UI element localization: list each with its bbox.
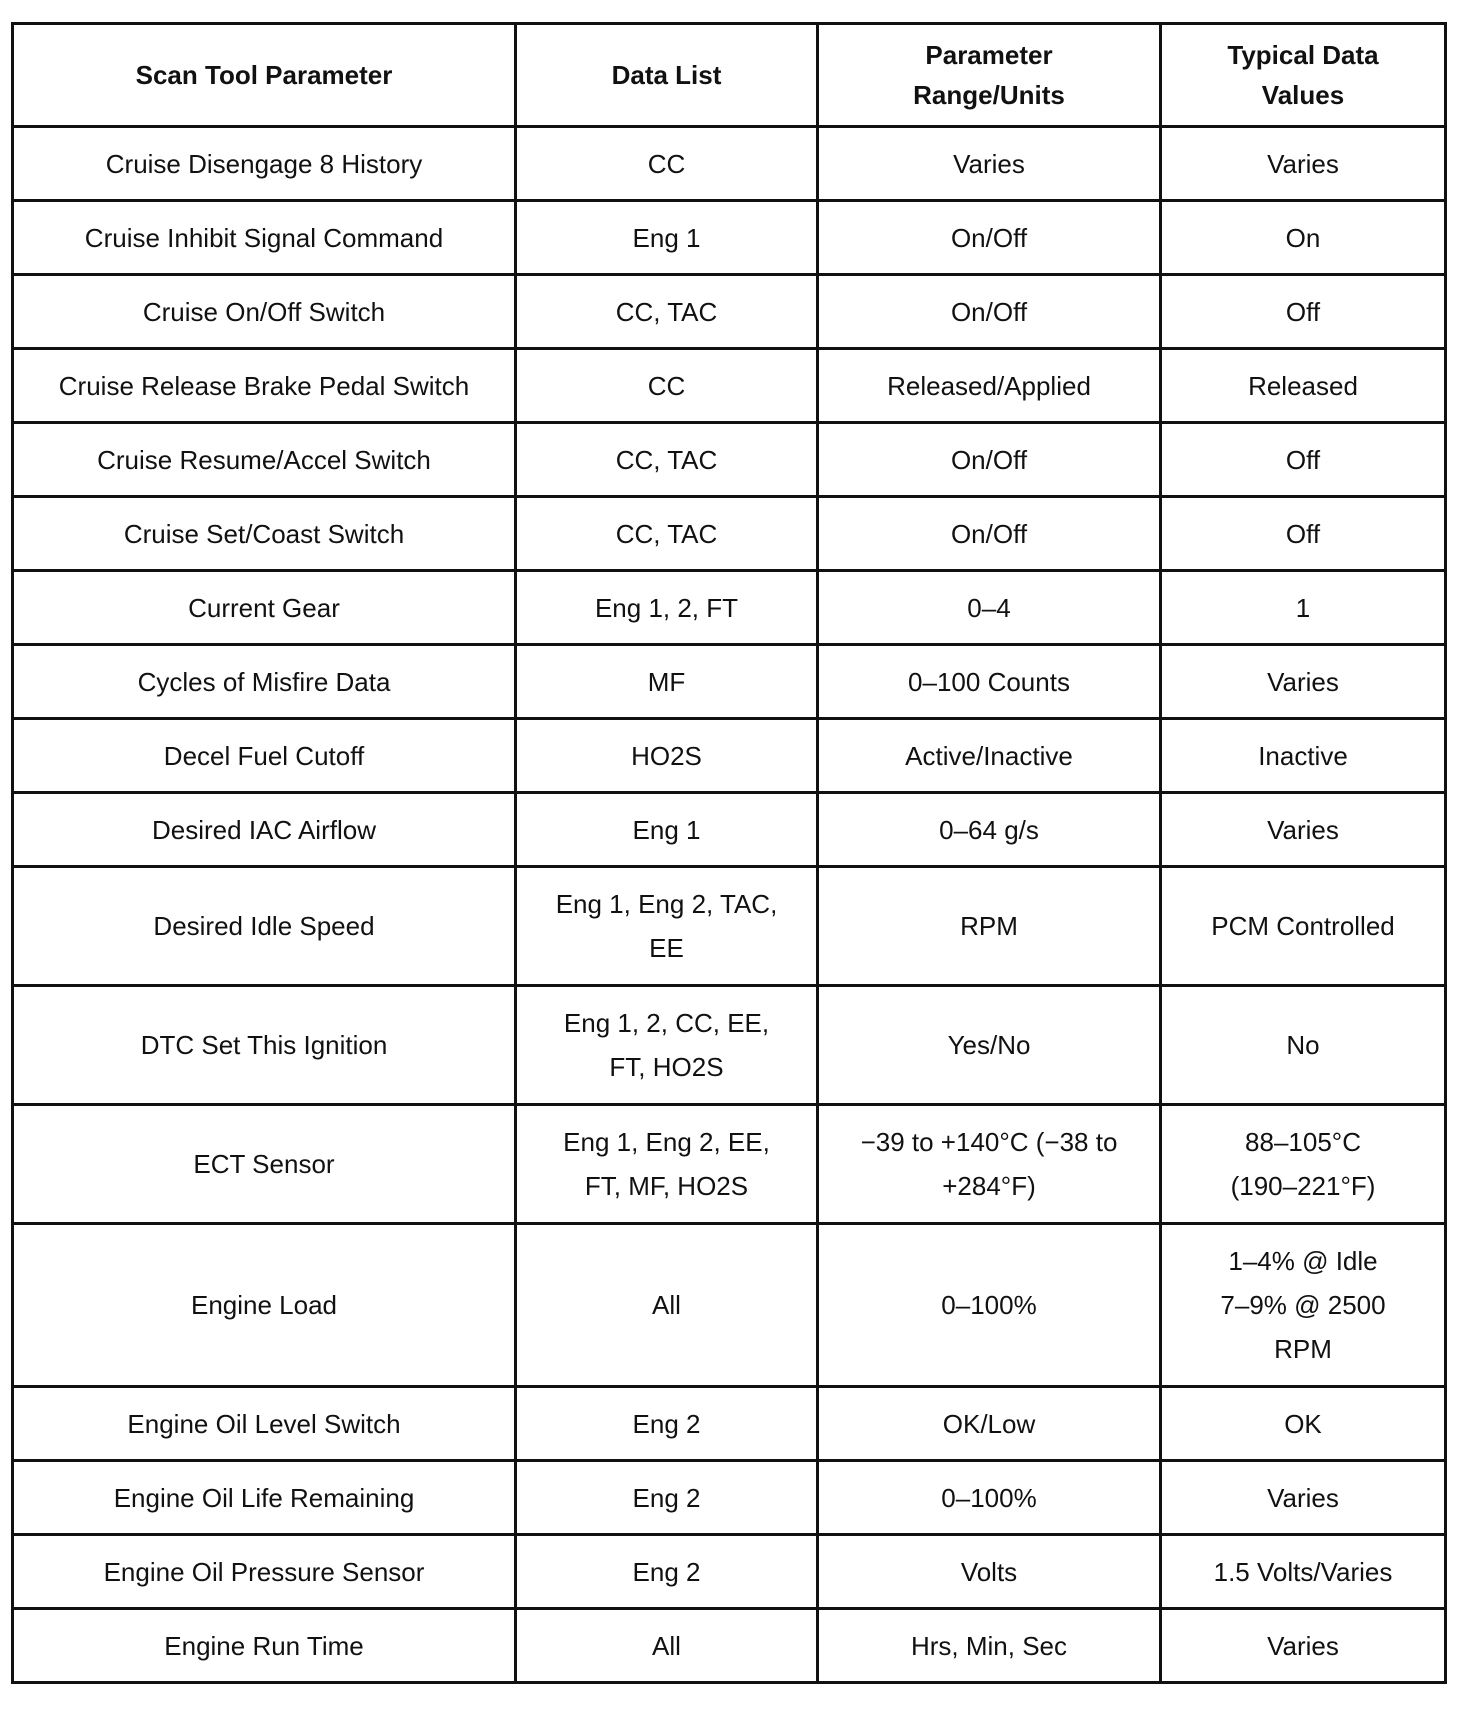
cell-data-list <box>516 571 818 645</box>
cell-text: 1–4% @ Idle <box>1228 1246 1378 1276</box>
cell-text: Off <box>1285 518 1321 549</box>
cell-typical-data-values <box>1161 275 1446 349</box>
cell-text: Engine Load <box>190 1290 338 1320</box>
table-row <box>13 1535 1446 1609</box>
cell-scan-tool-parameter <box>13 497 516 571</box>
cell-text: Yes/No <box>947 1030 1031 1060</box>
cell-scan-tool-parameter <box>13 719 516 793</box>
table-row <box>13 571 1446 645</box>
cell-text: Eng 1, Eng 2, TAC, <box>555 889 778 919</box>
cell-typical-data-values <box>1161 571 1446 645</box>
cell-text: 1 <box>1295 592 1311 623</box>
cell-parameter-range-units <box>818 127 1161 201</box>
cell-parameter-range-units <box>818 497 1161 571</box>
cell-text: Eng 2 <box>632 1556 701 1587</box>
table-row <box>13 127 1446 201</box>
cell-text: RPM <box>1274 1334 1332 1364</box>
cell-scan-tool-parameter <box>13 793 516 867</box>
cell-text: Cruise Disengage 8 History <box>105 148 423 179</box>
cell-text: Off <box>1285 444 1321 475</box>
cell-scan-tool-parameter <box>13 1461 516 1535</box>
column-header-parameter-range-units <box>818 24 1161 127</box>
cell-text: CC, TAC <box>615 296 718 327</box>
cell-parameter-range-units <box>818 275 1161 349</box>
cell-typical-data-values <box>1161 867 1446 986</box>
cell-text: Cruise Inhibit Signal Command <box>84 222 444 253</box>
cell-data-list <box>516 867 818 986</box>
cell-parameter-range-units <box>818 1105 1161 1224</box>
cell-text: Decel Fuel Cutoff <box>163 740 365 771</box>
cell-text: DTC Set This Ignition <box>140 1030 388 1060</box>
cell-text: On/Off <box>950 518 1028 549</box>
cell-text: Desired IAC Airflow <box>152 814 376 845</box>
cell-text: Released <box>1248 370 1358 401</box>
cell-text: On/Off <box>950 444 1028 475</box>
cell-text: Varies <box>1267 666 1339 697</box>
scan-tool-data-table <box>11 22 1447 1684</box>
cell-text: Varies <box>1267 1630 1339 1661</box>
cell-text: CC, TAC <box>615 444 718 475</box>
cell-text: RPM <box>960 911 1018 941</box>
cell-text: 0–100% <box>941 1290 1037 1320</box>
cell-parameter-range-units <box>818 793 1161 867</box>
cell-scan-tool-parameter <box>13 1609 516 1683</box>
cell-text: 0–100% <box>941 1482 1037 1513</box>
cell-text: 0–64 g/s <box>939 814 1039 845</box>
table-row <box>13 645 1446 719</box>
cell-text: Varies <box>1267 814 1339 845</box>
cell-parameter-range-units <box>818 1461 1161 1535</box>
table-row <box>13 497 1446 571</box>
cell-text: On/Off <box>950 222 1028 253</box>
cell-scan-tool-parameter <box>13 571 516 645</box>
cell-text: Cycles of Misfire Data <box>137 666 391 697</box>
cell-typical-data-values <box>1161 1224 1446 1387</box>
column-header-typical-data-values <box>1161 24 1446 127</box>
cell-parameter-range-units <box>818 1609 1161 1683</box>
cell-typical-data-values <box>1161 793 1446 867</box>
cell-text: 0–100 Counts <box>908 666 1070 697</box>
column-header-text: Parameter <box>925 40 1053 70</box>
cell-text: Cruise Resume/Accel Switch <box>97 444 431 475</box>
cell-text: Cruise On/Off Switch <box>142 296 386 327</box>
column-header-text: Range/Units <box>913 80 1065 110</box>
cell-text: Varies <box>1267 1482 1339 1513</box>
table-row <box>13 201 1446 275</box>
cell-data-list <box>516 201 818 275</box>
cell-text: Hrs, Min, Sec <box>910 1630 1068 1661</box>
cell-typical-data-values <box>1161 497 1446 571</box>
cell-scan-tool-parameter <box>13 423 516 497</box>
cell-text: Eng 2 <box>632 1482 701 1513</box>
cell-text: ECT Sensor <box>193 1149 335 1179</box>
cell-typical-data-values <box>1161 349 1446 423</box>
cell-text: Released/Applied <box>887 370 1091 401</box>
cell-text: 88–105°C <box>1245 1127 1361 1157</box>
cell-typical-data-values <box>1161 719 1446 793</box>
table-row <box>13 1105 1446 1224</box>
cell-text: +284°F) <box>942 1171 1036 1201</box>
cell-data-list <box>516 793 818 867</box>
cell-text: Varies <box>1267 148 1339 179</box>
cell-scan-tool-parameter <box>13 867 516 986</box>
table-body <box>13 127 1446 1683</box>
table-row <box>13 793 1446 867</box>
cell-text: OK/Low <box>942 1408 1036 1439</box>
cell-text: Engine Oil Level Switch <box>127 1408 401 1439</box>
cell-typical-data-values <box>1161 1105 1446 1224</box>
cell-data-list <box>516 645 818 719</box>
cell-scan-tool-parameter <box>13 1224 516 1387</box>
table-row <box>13 1224 1446 1387</box>
cell-text: Cruise Release Brake Pedal Switch <box>58 370 470 401</box>
cell-text: On <box>1285 222 1321 253</box>
column-header-data-list <box>516 24 818 127</box>
cell-text: EE <box>649 933 684 963</box>
cell-text: CC, TAC <box>615 518 718 549</box>
cell-text: CC <box>647 148 686 179</box>
column-header-text: Scan Tool Parameter <box>135 60 393 90</box>
cell-parameter-range-units <box>818 986 1161 1105</box>
cell-typical-data-values <box>1161 645 1446 719</box>
cell-text: Active/Inactive <box>905 740 1073 771</box>
cell-parameter-range-units <box>818 645 1161 719</box>
table-row <box>13 719 1446 793</box>
table-row <box>13 423 1446 497</box>
cell-text: (190–221°F) <box>1230 1171 1376 1201</box>
cell-data-list <box>516 1105 818 1224</box>
cell-data-list <box>516 1224 818 1387</box>
cell-data-list <box>516 719 818 793</box>
table-row <box>13 1461 1446 1535</box>
scan-tool-data-table-container <box>11 22 1444 1684</box>
cell-parameter-range-units <box>818 1535 1161 1609</box>
cell-data-list <box>516 423 818 497</box>
cell-scan-tool-parameter <box>13 127 516 201</box>
cell-scan-tool-parameter <box>13 1105 516 1224</box>
cell-text: 7–9% @ 2500 <box>1220 1290 1386 1320</box>
cell-data-list <box>516 1387 818 1461</box>
column-header-text: Data List <box>611 60 722 90</box>
cell-typical-data-values <box>1161 1461 1446 1535</box>
cell-scan-tool-parameter <box>13 201 516 275</box>
cell-text: −39 to +140°C (−38 to <box>860 1127 1118 1157</box>
cell-parameter-range-units <box>818 719 1161 793</box>
cell-data-list <box>516 986 818 1105</box>
cell-typical-data-values <box>1161 986 1446 1105</box>
cell-scan-tool-parameter <box>13 349 516 423</box>
cell-text: Cruise Set/Coast Switch <box>123 518 405 549</box>
cell-data-list <box>516 127 818 201</box>
cell-parameter-range-units <box>818 423 1161 497</box>
cell-data-list <box>516 1609 818 1683</box>
cell-text: CC <box>647 370 686 401</box>
cell-data-list <box>516 1535 818 1609</box>
column-header-text: Typical Data <box>1227 40 1379 70</box>
column-header-scan-tool-parameter <box>13 24 516 127</box>
cell-typical-data-values <box>1161 1535 1446 1609</box>
cell-text: Eng 1, 2, FT <box>594 592 739 623</box>
table-row <box>13 275 1446 349</box>
cell-typical-data-values <box>1161 1609 1446 1683</box>
cell-data-list <box>516 1461 818 1535</box>
cell-data-list <box>516 497 818 571</box>
cell-text: HO2S <box>631 740 702 771</box>
cell-text: Eng 1 <box>632 222 701 253</box>
cell-text: Eng 2 <box>632 1408 701 1439</box>
column-header-text: Values <box>1261 80 1345 110</box>
cell-typical-data-values <box>1161 1387 1446 1461</box>
cell-text: FT, HO2S <box>609 1052 724 1082</box>
cell-text: Varies <box>953 148 1025 179</box>
cell-text: 1.5 Volts/Varies <box>1213 1556 1393 1587</box>
cell-text: Eng 1 <box>632 814 701 845</box>
cell-parameter-range-units <box>818 201 1161 275</box>
cell-scan-tool-parameter <box>13 986 516 1105</box>
header-row <box>13 24 1446 127</box>
cell-text: 0–4 <box>967 592 1011 623</box>
cell-typical-data-values <box>1161 423 1446 497</box>
cell-text: All <box>652 1290 681 1320</box>
cell-text: Inactive <box>1258 740 1348 771</box>
cell-text: Engine Run Time <box>164 1630 364 1661</box>
cell-parameter-range-units <box>818 349 1161 423</box>
cell-text: Engine Oil Pressure Sensor <box>103 1556 425 1587</box>
cell-text: Eng 1, Eng 2, EE, <box>563 1127 770 1157</box>
table-row <box>13 986 1446 1105</box>
cell-text: No <box>1286 1030 1320 1060</box>
cell-scan-tool-parameter <box>13 275 516 349</box>
table-row <box>13 1609 1446 1683</box>
cell-typical-data-values <box>1161 127 1446 201</box>
cell-text: OK <box>1284 1408 1322 1439</box>
cell-text: Off <box>1285 296 1321 327</box>
cell-text: MF <box>647 666 686 697</box>
cell-text: Desired Idle Speed <box>153 911 375 941</box>
cell-data-list <box>516 275 818 349</box>
cell-text: Engine Oil Life Remaining <box>113 1482 415 1513</box>
cell-text: PCM Controlled <box>1211 911 1395 941</box>
cell-text: FT, MF, HO2S <box>584 1171 749 1201</box>
cell-scan-tool-parameter <box>13 645 516 719</box>
cell-data-list <box>516 349 818 423</box>
table-header <box>13 24 1446 127</box>
table-row <box>13 867 1446 986</box>
cell-parameter-range-units <box>818 571 1161 645</box>
cell-parameter-range-units <box>818 867 1161 986</box>
cell-parameter-range-units <box>818 1224 1161 1387</box>
cell-text: Current Gear <box>188 592 340 623</box>
cell-text: Eng 1, 2, CC, EE, <box>563 1008 770 1038</box>
cell-parameter-range-units <box>818 1387 1161 1461</box>
cell-typical-data-values <box>1161 201 1446 275</box>
table-row <box>13 349 1446 423</box>
table-row <box>13 1387 1446 1461</box>
cell-text: Volts <box>960 1556 1018 1587</box>
cell-text: All <box>652 1630 681 1661</box>
cell-text: On/Off <box>950 296 1028 327</box>
cell-scan-tool-parameter <box>13 1387 516 1461</box>
cell-scan-tool-parameter <box>13 1535 516 1609</box>
